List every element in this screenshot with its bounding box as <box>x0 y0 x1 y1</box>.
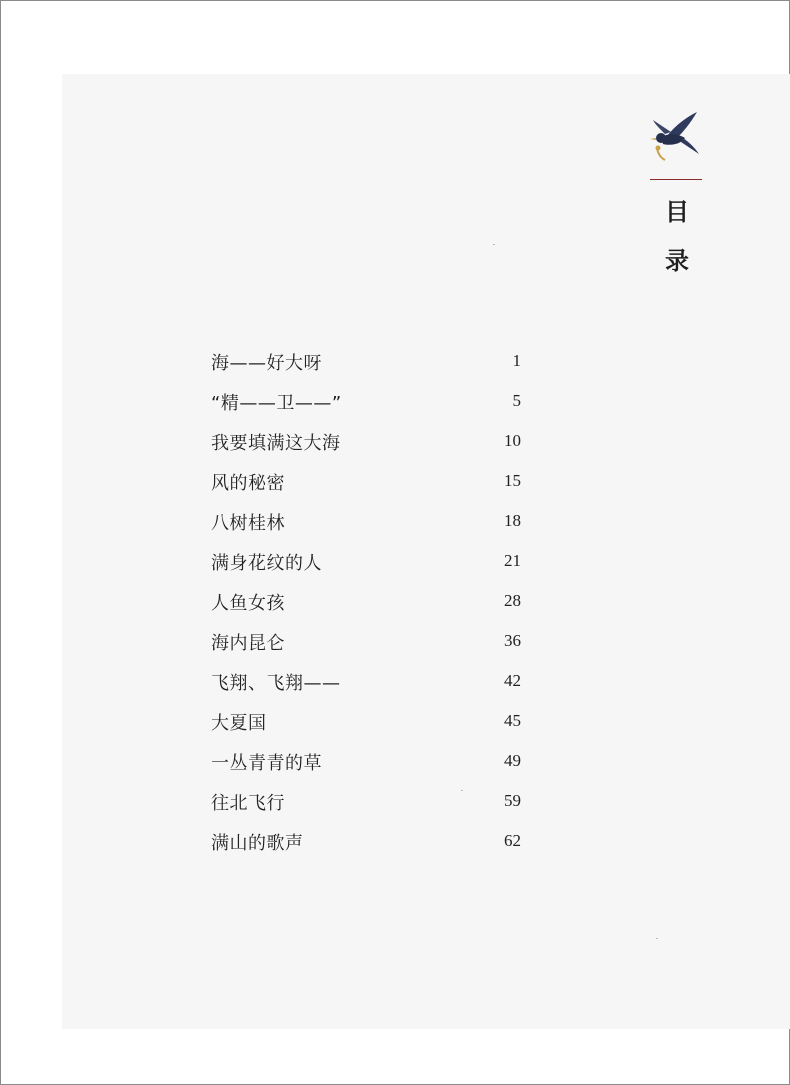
toc-entry-page: 42 <box>504 671 521 690</box>
toc-entry[interactable] <box>211 505 531 545</box>
page-title-line2: 录 <box>665 247 689 275</box>
toc-entry[interactable] <box>211 345 531 385</box>
toc-entry[interactable] <box>211 785 531 825</box>
toc-entry[interactable] <box>211 665 531 705</box>
toc-entry-page: 36 <box>504 631 521 650</box>
toc-entry-title: 八树桂林 <box>211 513 285 534</box>
toc-entry-page: 21 <box>504 551 521 570</box>
toc-entry-title: “精——卫——” <box>211 393 342 414</box>
flying-bird-icon <box>645 108 705 172</box>
paper-speck <box>461 790 463 791</box>
toc-entry-page: 18 <box>504 511 521 530</box>
toc-entry-title: 我要填满这大海 <box>211 433 341 454</box>
toc-entry-page: 1 <box>512 351 521 370</box>
toc-entry[interactable] <box>211 385 531 425</box>
toc-entry-title: 满身花纹的人 <box>211 553 322 574</box>
toc-entry[interactable] <box>211 825 531 865</box>
toc-entry-title: 海内昆仑 <box>211 633 285 654</box>
toc-entry-page: 59 <box>504 791 521 810</box>
toc-entry[interactable] <box>211 705 531 745</box>
toc-entry-page: 62 <box>504 831 521 850</box>
toc-entry[interactable] <box>211 745 531 785</box>
page-title-line1: 目 <box>665 198 689 226</box>
toc-entry-page: 15 <box>504 471 521 490</box>
toc-entry[interactable] <box>211 585 531 625</box>
toc-entry-title: 一丛青青的草 <box>211 753 322 774</box>
toc-entry-page: 45 <box>504 711 521 730</box>
toc-entry-title: 满山的歌声 <box>211 833 304 854</box>
toc-entry-page: 28 <box>504 591 521 610</box>
toc-entry[interactable] <box>211 425 531 465</box>
toc-entry-title: 飞翔、飞翔—— <box>211 673 341 694</box>
toc-entry-page: 5 <box>512 391 521 410</box>
toc-entry-title: 人鱼女孩 <box>211 593 285 614</box>
paper-speck <box>656 938 658 939</box>
toc-entry-title: 海——好大呀 <box>211 353 322 374</box>
toc-entry-page: 49 <box>504 751 521 770</box>
toc-entry[interactable] <box>211 465 531 505</box>
toc-entry[interactable] <box>211 625 531 665</box>
toc-entry[interactable] <box>211 545 531 585</box>
title-rule <box>650 179 702 180</box>
paper-speck <box>493 244 495 245</box>
toc-entry-page: 10 <box>504 431 521 450</box>
table-of-contents <box>211 345 531 865</box>
toc-entry-title: 往北飞行 <box>211 793 285 814</box>
toc-entry-title: 大夏国 <box>211 713 267 734</box>
toc-entry-title: 风的秘密 <box>211 473 285 494</box>
